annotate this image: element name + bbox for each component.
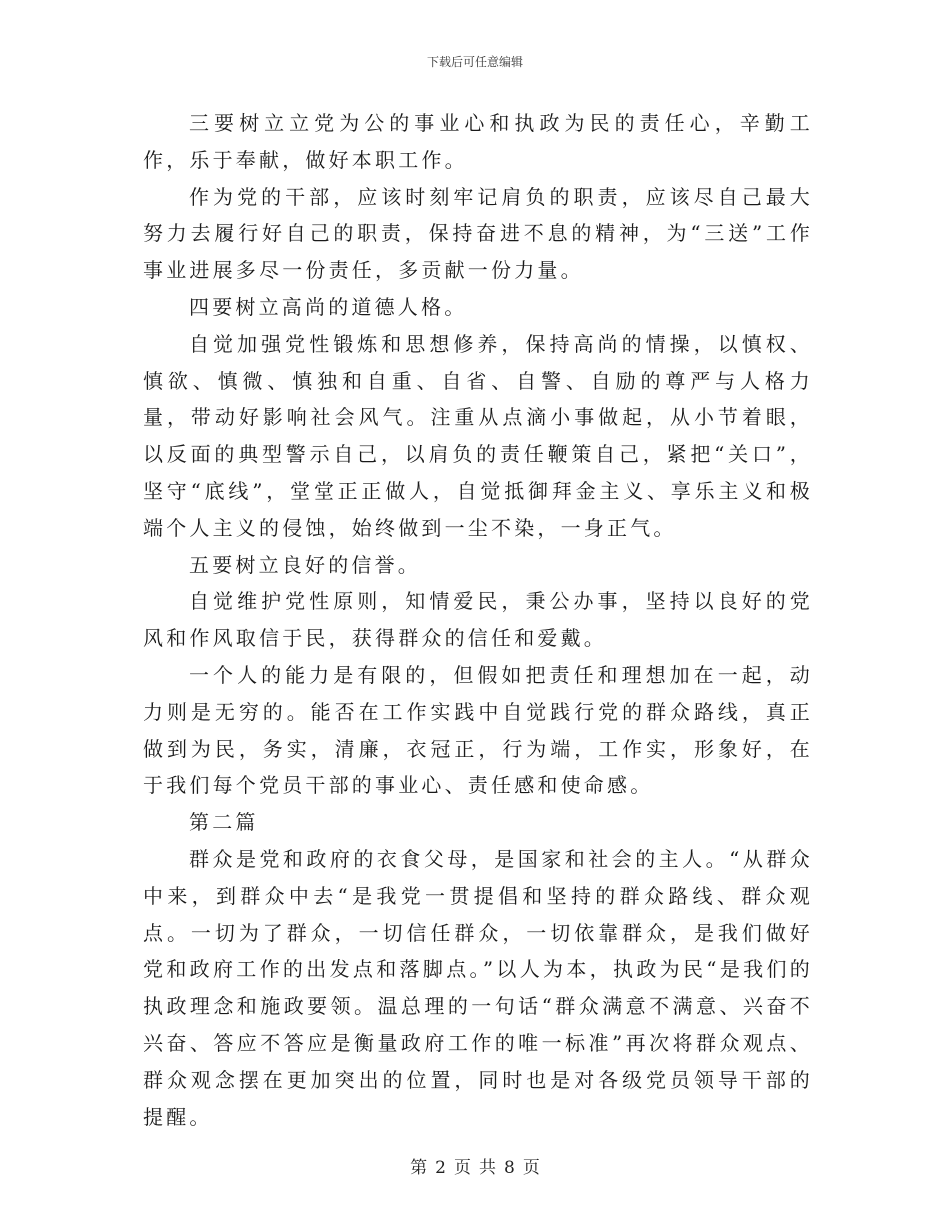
paragraph: 自觉加强党性锻炼和思想修养，保持高尚的情操，以慎权、慎欲、慎微、慎独和自重、自省、自警、自励的尊严与人格力量，带动好影响社会风气。注重从点滴小事做起，从小节着眼，以反面的典型警示自己，以肩负的责任鞭策自己，紧把“关口”，坚守“底线”，堂堂正正做人，自觉抵御拜金主义、享乐主义和极端个人主义的侵蚀，始终做到一尘不染，一身正气。 — [143, 331, 813, 540]
footer-total-word: 共 — [479, 1158, 496, 1178]
document-body — [143, 105, 813, 1135]
paragraph: 群众是党和政府的衣食父母，是国家和社会的主人。“从群众中来，到群众中去“是我党一贯提倡和坚持的群众路线、群众观点。一切为了群众，一切信任群众，一切依靠群众，是我们做好党和政府工作的出发点和落脚点。”以人为本，执政为民“是我们的执政理念和施政要领。温总理的一句话“群众满意不满意、兴奋不兴奋、答应不答应是衡量政府工作的唯一标准”再次将群众观点、群众观念摆在更加突出的位置，同时也是对各级党员领导干部的提醒。 — [143, 846, 813, 1129]
footer-suffix: 页 — [522, 1158, 540, 1178]
paragraph: 作为党的干部，应该时刻牢记肩负的职责，应该尽自己最大努力去履行好自己的职责，保持奋进不息的精神，为“三送”工作事业进展多尽一份责任，多贡献一份力量。 — [143, 184, 813, 283]
footer-prefix: 第 — [410, 1158, 428, 1178]
paragraph: 自觉维护党性原则，知情爱民，秉公办事，坚持以良好的党风和作风取信于民，获得群众的信任和爱戴。 — [143, 589, 813, 651]
footer-current-page: 2 — [435, 1158, 446, 1178]
page-header-note: 下载后可任意编辑 — [426, 55, 523, 69]
section-heading: 五要树立良好的信誉。 — [189, 552, 421, 577]
footer-page-word: 页 — [454, 1158, 471, 1178]
section-heading: 四要树立高尚的道德人格。 — [189, 294, 468, 319]
paragraph: 三要树立立党为公的事业心和执政为民的责任心，辛勤工作，乐于奉献，做好本职工作。 — [143, 111, 813, 172]
page-number-footer — [0, 1153, 950, 1178]
footer-total-pages: 8 — [504, 1158, 515, 1178]
section-title: 第二篇 — [189, 810, 259, 835]
paragraph: 一个人的能力是有限的，但假如把责任和理想加在一起，动力则是无穷的。能否在工作实践中自觉践行党的群众路线，真正做到为民，务实，清廉，衣冠正，行为端，工作实，形象好，在于我们每个党员干部的事业心、责任感和使命感。 — [143, 662, 813, 798]
